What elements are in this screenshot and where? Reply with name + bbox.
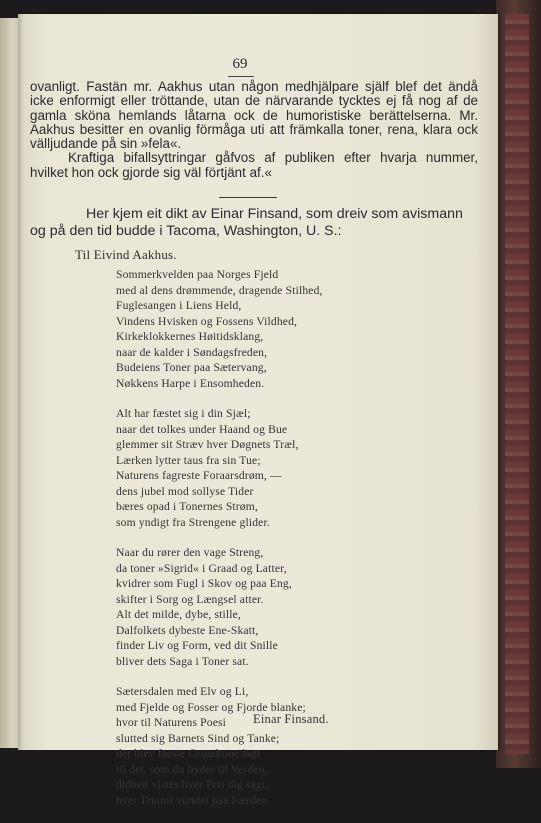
page-number: 69 — [232, 56, 248, 72]
poem-dedication: Til Eivind Aakhus. — [75, 247, 177, 262]
poem-line: Lærken lytter taus fra sin Tue; — [116, 453, 261, 467]
poem-line: som yndigt fra Strengene glider. — [116, 515, 270, 529]
page-gutter-shadow — [18, 14, 24, 750]
poem-line: didhen vistes hver Pris dig sagt, — [116, 778, 269, 791]
poem-stanza — [116, 545, 456, 669]
poem-signature: Einar Finsand. — [253, 712, 329, 726]
poem-line: glemmer sit Stræv hver Døgnets Træl, — [116, 438, 299, 451]
section-divider — [219, 197, 277, 198]
poem-line: slutted sig Barnets Sind og Tanke; — [116, 731, 280, 745]
previous-page-edge — [0, 18, 20, 748]
poem-line: Alt har fæstet sig i din Sjæl; — [116, 407, 251, 420]
book-cover-edge — [505, 14, 529, 754]
poem-line: da toner »Sigrid« i Graad og Latter, — [116, 561, 287, 575]
poem-line: Nøkkens Harpe i Ensomheden. — [116, 376, 265, 390]
poem-line: kvidrer som Fugl i Skov og paa Eng, — [116, 577, 292, 590]
poem-line: Vindens Hvisken og Fossens Vildhed, — [116, 314, 298, 328]
poem-line: der blev første Grundtone lagt — [116, 747, 261, 760]
prose-block — [30, 80, 478, 180]
poem-line: Naar du rører den vage Streng, — [116, 546, 264, 559]
poem-stanza — [116, 267, 456, 391]
poem-line: Dalfolkets dybeste Ene-Skatt, — [116, 623, 259, 637]
poem — [116, 267, 456, 823]
poem-line: Fuglesangen i Liens Held, — [116, 299, 242, 312]
poem-line: naar de kalder i Søndagsfreden, — [116, 345, 268, 359]
poem-line: Budeiens Toner paa Sætervang, — [116, 361, 267, 374]
prose-paragraph: Kraftiga bifallsyttringar gåfvos af publiken efter hvarja nummer, hvilket hon ock gjorde sig väl förtjänt af.« — [30, 150, 478, 180]
poem-line: med al dens drømmende, dragende Stilhed, — [116, 283, 323, 297]
poem-line: dens jubel mod sollyse Tider — [116, 484, 254, 498]
poem-line: skifter i Sorg og Længsel atter. — [116, 592, 264, 606]
poem-line: bæres opad i Tonernes Strøm, — [116, 500, 258, 513]
poem-line: hvor til Naturens Poesi — [116, 716, 227, 729]
poem-line: Naturens fagreste Foraarsdrøm, — — [116, 469, 282, 482]
poem-stanza — [116, 684, 456, 808]
poem-line: Sætersdalen med Elv og Li, — [116, 685, 249, 698]
intro-paragraph: Her kjem eit dikt av Einar Finsand, som dreiv som avismann og på den tid budde i Tacoma, Washington, U. S.: — [30, 206, 463, 239]
prose-paragraph: ovanligt. Fastän mr. Aakhus utan någon medhjälpare själf blef det ändå icke enformigt eller tröttande, utan de närvarande tycktes ej få nog af de gamla sköna hemlands låtarna ock de humoristiske berättelserna. Mr. Aakhus besitter en ovanlig förmåga uti att främkalla toner, rena, klara ock välljudande på sin »fela«. — [30, 79, 478, 152]
intro-block — [30, 206, 478, 240]
poem-line: med Fjelde og Fosser og Fjorde blanke; — [116, 700, 306, 714]
poem-line: hver Triumf vundet paa Færden. — [116, 793, 271, 807]
page-number-underline — [228, 76, 254, 77]
poem-line: Sommerkvelden paa Norges Fjeld — [116, 268, 279, 281]
poem-line: Kirkeklokkernes Høitidsklang, — [116, 330, 264, 343]
poem-line: Alt det milde, dybe, stille, — [116, 608, 241, 621]
poem-line: naar det tolkes under Haand og Bue — [116, 422, 288, 436]
poem-line: til det, som du byder til Verden, — [116, 762, 268, 776]
poem-line: bliver dets Saga i Toner sat. — [116, 654, 249, 668]
poem-line: finder Liv og Form, ved dit Snille — [116, 639, 278, 652]
poem-stanza — [116, 406, 456, 530]
